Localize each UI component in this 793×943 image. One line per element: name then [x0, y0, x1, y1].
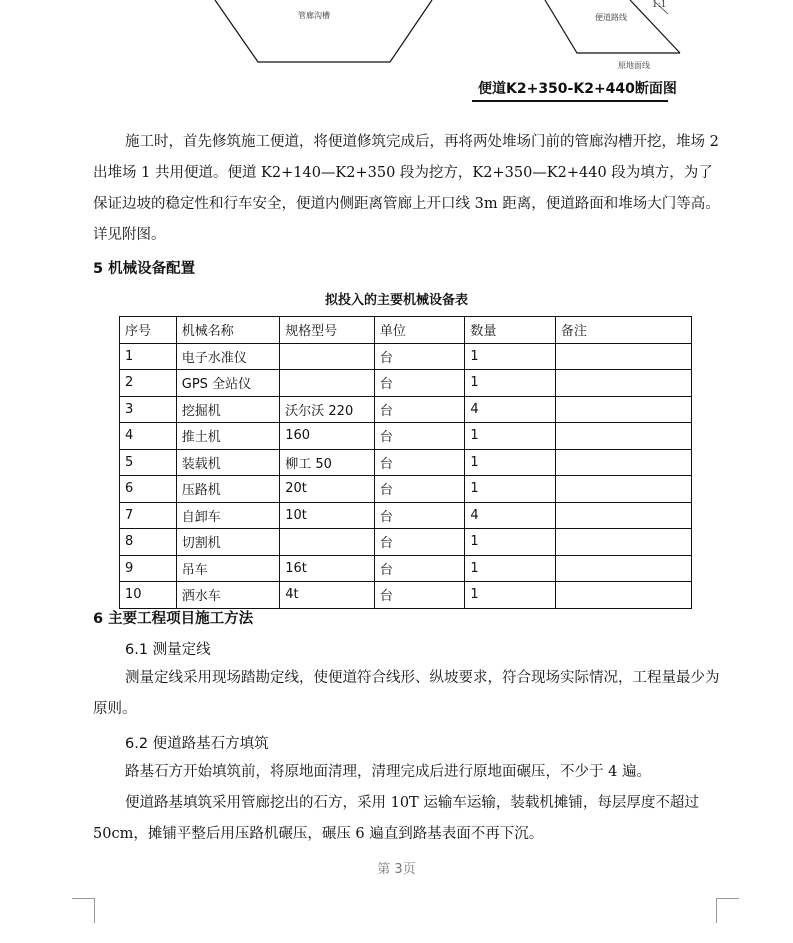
table-cell: 沃尔沃 220: [280, 396, 375, 423]
table-cell: 8: [120, 529, 177, 556]
table-row: [120, 529, 692, 556]
table-cell: 1: [465, 476, 556, 503]
table-cell: 9: [120, 555, 177, 582]
table-cell: 台: [374, 370, 465, 397]
table-cell: 1: [465, 529, 556, 556]
table-cell: 10t: [280, 502, 375, 529]
table-cell: 3: [120, 396, 177, 423]
table-row: [120, 476, 692, 503]
table-header-row: [120, 317, 692, 344]
table-cell: 台: [374, 476, 465, 503]
figure-label-road: 便道路线: [595, 13, 627, 22]
equipment-table-title: 拟投入的主要机械设备表: [324, 293, 468, 308]
table-row: [120, 370, 692, 397]
table-cell: 台: [374, 582, 465, 609]
subgrade-clearing-paragraph: 路基石方开始填筑前，将原地面清理，清理完成后进行原地面碾压，不少于 4 遍。: [125, 764, 651, 780]
table-cell: GPS 全站仪: [176, 370, 280, 397]
table-cell: 切割机: [176, 529, 280, 556]
table-cell: 1: [465, 343, 556, 370]
section-6-heading: 6 主要工程项目施工方法: [93, 611, 254, 627]
table-row: [120, 555, 692, 582]
table-cell: [280, 343, 375, 370]
table-cell: 柳工 50: [280, 449, 375, 476]
cross-section-figure: [0, 0, 793, 110]
table-cell: 电子水准仪: [176, 343, 280, 370]
figure-label-trench: 管廊沟槽: [298, 11, 330, 20]
table-cell: [555, 396, 691, 423]
header-cell: 单位: [374, 317, 465, 344]
table-cell: 台: [374, 529, 465, 556]
survey-paragraph: 测量定线采用现场踏勘定线，使便道符合线形、纵坡要求，符合现场实际情况，工程量最少为原则。: [93, 670, 720, 717]
table-cell: [555, 423, 691, 450]
table-cell: 1: [465, 370, 556, 397]
figure-slope-mark: 1:1: [652, 0, 667, 10]
caption-underline: [472, 100, 668, 102]
table-cell: 1: [465, 555, 556, 582]
table-cell: 压路机: [176, 476, 280, 503]
table-cell: 1: [465, 582, 556, 609]
table-row: [120, 343, 692, 370]
table-cell: 1: [120, 343, 177, 370]
table-cell: [555, 555, 691, 582]
table-cell: 5: [120, 449, 177, 476]
figure-caption: 便道K2+350-K2+440断面图: [478, 81, 677, 97]
header-cell: 数量: [465, 317, 556, 344]
table-cell: [555, 370, 691, 397]
table-cell: 6: [120, 476, 177, 503]
table-row: [120, 396, 692, 423]
table-cell: [280, 370, 375, 397]
table-cell: 装载机: [176, 449, 280, 476]
table-cell: 台: [374, 555, 465, 582]
table-cell: 2: [120, 370, 177, 397]
table-cell: 台: [374, 396, 465, 423]
table-cell: 台: [374, 449, 465, 476]
table-row: [120, 502, 692, 529]
table-cell: [555, 582, 691, 609]
table-cell: [555, 476, 691, 503]
table-cell: 洒水车: [176, 582, 280, 609]
table-cell: 20t: [280, 476, 375, 503]
construction-paragraph: 施工时，首先修筑施工便道，将便道修筑完成后，再将两处堆场门前的管廊沟槽开挖，堆场 2 出堆场 1 共用便道。便道 K2+140—K2+350 段为挖方，K2+350—K2+440 段为填方，为了保证边坡的稳定性和行车安全，便道内侧距离管廊上开口线 3m 距离，便道路面和堆场大门等高。详见附图。: [93, 134, 720, 243]
margin-corner-mark: [72, 898, 95, 923]
table-cell: 4: [465, 502, 556, 529]
header-cell: 序号: [120, 317, 177, 344]
subsection-6-1-heading: 6.1 测量定线: [125, 642, 211, 658]
table-row: [120, 423, 692, 450]
table-cell: 4t: [280, 582, 375, 609]
section-5-heading: 5 机械设备配置: [93, 261, 196, 277]
table-row: [120, 582, 692, 609]
table-cell: [555, 529, 691, 556]
table-cell: 台: [374, 343, 465, 370]
table-cell: 1: [465, 423, 556, 450]
header-cell: 备注: [555, 317, 691, 344]
table-cell: 推土机: [176, 423, 280, 450]
header-cell: 机械名称: [176, 317, 280, 344]
table-cell: 10: [120, 582, 177, 609]
page-number: 第 3页: [377, 862, 416, 877]
table-cell: 自卸车: [176, 502, 280, 529]
table-cell: 吊车: [176, 555, 280, 582]
table-cell: 16t: [280, 555, 375, 582]
subsection-6-2-heading: 6.2 便道路基石方填筑: [125, 736, 269, 752]
subgrade-fill-paragraph: 便道路基填筑采用管廊挖出的石方，采用 10T 运输车运输，装载机摊铺，每层厚度不超过 50cm，摊铺平整后用压路机碾压，碾压 6 遍直到路基表面不再下沉。: [93, 795, 699, 842]
table-row: [120, 449, 692, 476]
table-cell: [555, 502, 691, 529]
table-cell: 7: [120, 502, 177, 529]
header-cell: 规格型号: [280, 317, 375, 344]
table-cell: 台: [374, 423, 465, 450]
table-cell: 4: [120, 423, 177, 450]
equipment-table: [119, 316, 692, 609]
margin-corner-mark: [716, 898, 739, 923]
table-cell: 挖掘机: [176, 396, 280, 423]
table-cell: 4: [465, 396, 556, 423]
table-cell: 台: [374, 502, 465, 529]
figure-label-ground: 原地面线: [618, 61, 650, 70]
table-cell: [555, 449, 691, 476]
table-cell: 160: [280, 423, 375, 450]
table-cell: [555, 343, 691, 370]
table-cell: [280, 529, 375, 556]
table-cell: 1: [465, 449, 556, 476]
